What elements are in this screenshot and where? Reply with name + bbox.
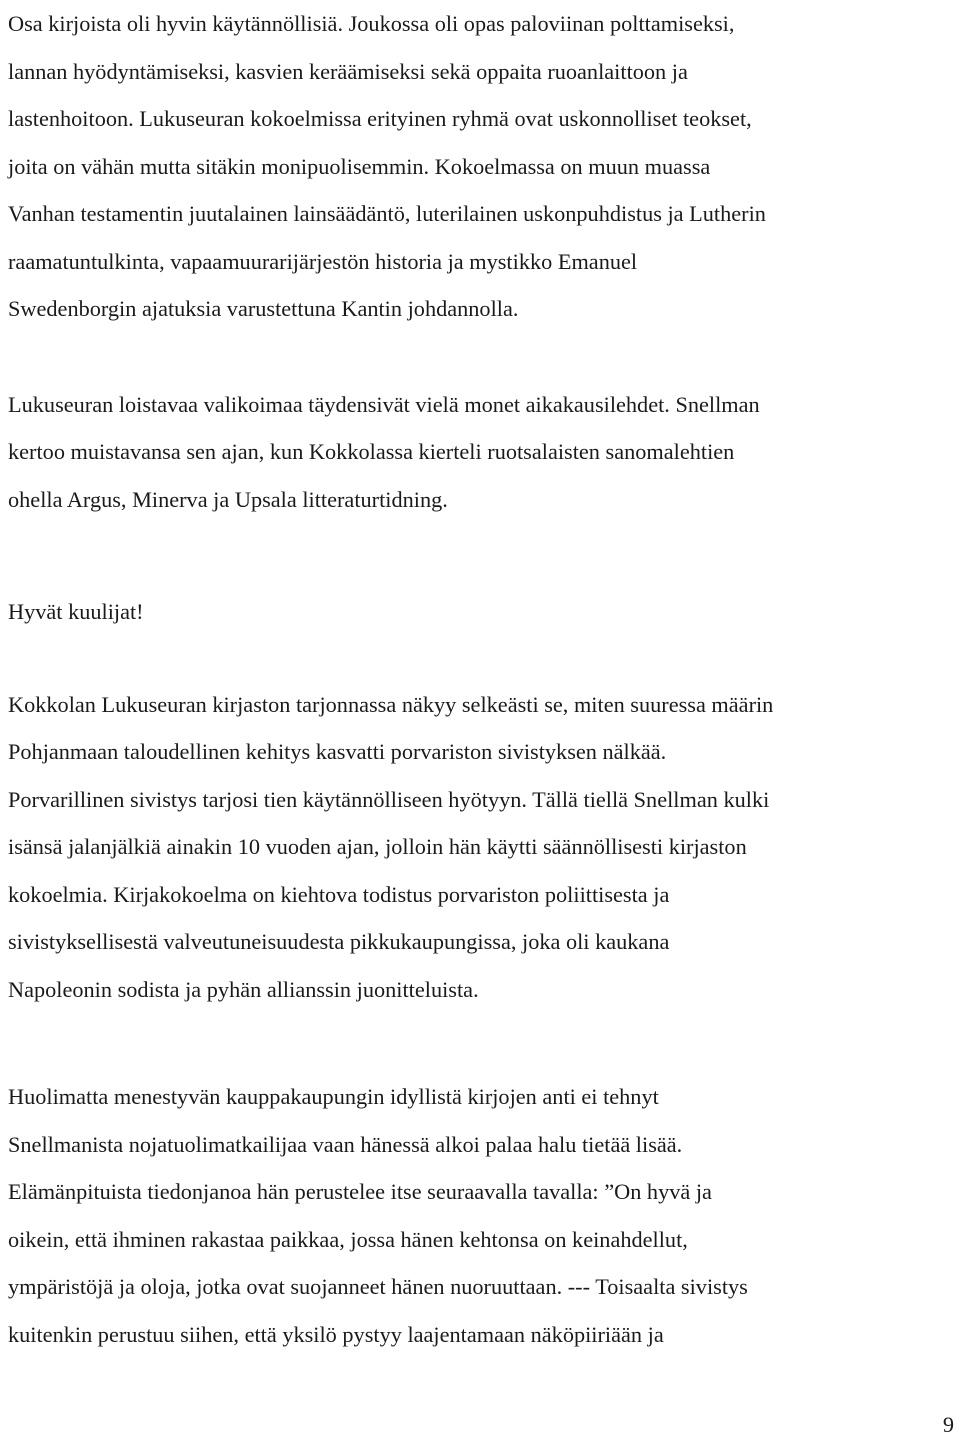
text-line: lannan hyödyntämiseksi, kasvien keräämiseksi sekä oppaita ruoanlaittoon ja (8, 58, 688, 84)
text-line: joita on vähän mutta sitäkin monipuolisemmin. Kokoelmassa on muun muassa (8, 153, 711, 179)
paragraph-spacer (8, 333, 958, 381)
text-line: Pohjanmaan taloudellinen kehitys kasvatti porvariston sivistyksen nälkää. (8, 739, 667, 764)
paragraph-library-offering (8, 681, 958, 1014)
text-line: Osa kirjoista oli hyvin käytännöllisiä. Joukossa oli opas paloviinan polttamiseksi, (8, 11, 735, 36)
paragraph-book-collection (8, 0, 958, 333)
paragraph-periodicals (8, 381, 958, 524)
text-line: kertoo muistavansa sen ajan, kun Kokkolassa kierteli ruotsalaisten sanomalehtien (8, 439, 735, 464)
text-line: Snellmanista nojatuolimatkailijaa vaan hänessä alkoi palaa halu tietää lisää. (8, 1131, 683, 1157)
paragraph-thirst-for-knowledge (8, 1073, 958, 1358)
text-line: kokoelmia. Kirjakokoelma on kiehtova todistus porvariston poliittisesta ja (8, 881, 670, 907)
text-line: Porvarillinen sivistys tarjosi tien käytännölliseen hyötyyn. Tällä tiellä Snellman kulki (8, 786, 770, 812)
text-line: ohella Argus, Minerva ja Upsala litteraturtidning. (8, 486, 448, 512)
text-line: lastenhoitoon. Lukuseuran kokoelmissa erityinen ryhmä ovat uskonnolliset teokset, (8, 106, 752, 131)
text-line: Huolimatta menestyvän kauppakaupungin idyllistä kirjojen anti ei tehnyt (8, 1084, 659, 1109)
text-line: isänsä jalanjälkiä ainakin 10 vuoden ajan, jolloin hän käytti säännöllisesti kirjaston (8, 834, 747, 859)
paragraph-greeting (8, 588, 958, 636)
text-line: Napoleonin sodista ja pyhän allianssin juonitteluista. (8, 976, 479, 1002)
text-line: kuitenkin perustuu siihen, että yksilö pystyy laajentamaan näköpiiriään ja (8, 1321, 664, 1347)
document-page (8, 0, 958, 1358)
text-line: Hyvät kuulijat! (8, 599, 144, 624)
text-line: Lukuseuran loistavaa valikoimaa täydensivät vielä monet aikakausilehdet. Snellman (8, 391, 760, 417)
text-line: Kokkolan Lukuseuran kirjaston tarjonnassa näkyy selkeästi se, miten suuressa määrin (8, 691, 774, 717)
text-line: Elämänpituista tiedonjanoa hän perustelee itse seuraavalla tavalla: ”On hyvä ja (8, 1179, 712, 1204)
paragraph-spacer (8, 523, 958, 588)
paragraph-spacer (8, 1013, 958, 1073)
text-line: sivistyksellisestä valveutuneisuudesta pikkukaupungissa, joka oli kaukana (8, 929, 670, 954)
text-line: Swedenborgin ajatuksia varustettuna Kantin johdannolla. (8, 296, 519, 321)
text-line: raamatuntulkinta, vapaamuurarijärjestön historia ja mystikko Emanuel (8, 248, 638, 274)
text-line: Vanhan testamentin juutalainen lainsäädäntö, luterilainen uskonpuhdistus ja Lutherin (8, 201, 766, 226)
text-line: ympäristöjä ja oloja, jotka ovat suojanneet hänen nuoruuttaan. --- Toisaalta sivistys (8, 1274, 748, 1299)
page-number: 9 (942, 1412, 954, 1437)
paragraph-spacer (8, 636, 958, 681)
text-line: oikein, että ihminen rakastaa paikkaa, jossa hänen kehtonsa on keinahdellut, (8, 1226, 688, 1252)
